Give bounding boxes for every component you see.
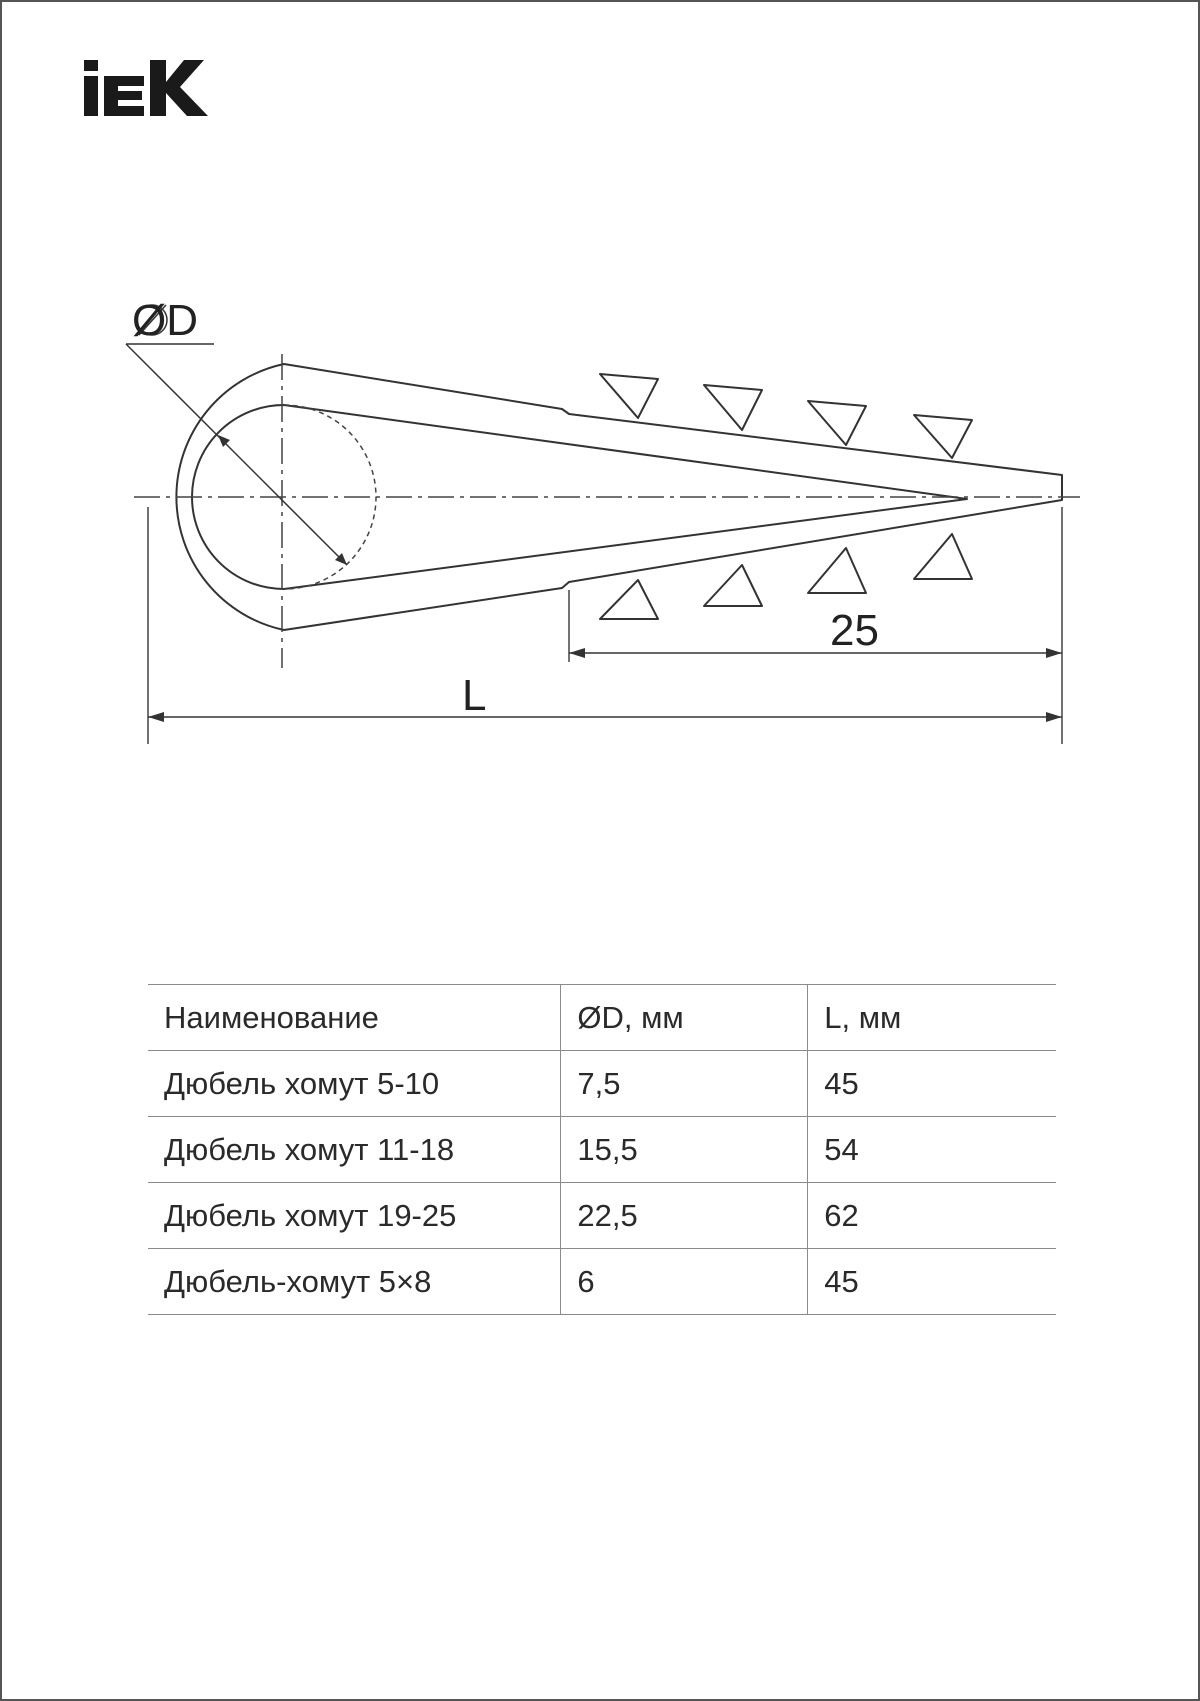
table-row	[148, 1183, 1056, 1249]
diameter-label: ØD	[132, 296, 198, 345]
header-diameter: ØD, мм	[561, 985, 808, 1051]
table-row	[148, 1249, 1056, 1315]
barb-top-2	[704, 385, 762, 430]
table-row	[148, 1117, 1056, 1183]
barb-bottom-1	[600, 580, 658, 619]
cell-diameter: 22,5	[561, 1183, 808, 1249]
cell-name: Дюбель-хомут 5×8	[148, 1249, 561, 1315]
table-header-row	[148, 985, 1056, 1051]
barb-bottom-4	[914, 534, 972, 579]
dimension-25-arrow-left	[569, 648, 585, 658]
cell-diameter: 6	[561, 1249, 808, 1315]
table-row	[148, 1051, 1056, 1117]
barb-top-3	[808, 401, 866, 445]
barb-bottom-3	[808, 548, 866, 593]
cell-diameter: 7,5	[561, 1051, 808, 1117]
dimension-l-arrow-right	[1046, 712, 1062, 722]
diameter-leader-line	[126, 344, 347, 565]
specification-table	[148, 984, 1056, 1315]
length-label: L	[462, 671, 487, 720]
dimension-25-arrow-right	[1046, 648, 1062, 658]
dimension-l-arrow-left	[148, 712, 164, 722]
cell-name: Дюбель хомут 19-25	[148, 1183, 561, 1249]
header-name: Наименование	[148, 985, 561, 1051]
cell-length: 54	[808, 1117, 1056, 1183]
cell-name: Дюбель хомут 5-10	[148, 1051, 561, 1117]
cell-length: 45	[808, 1051, 1056, 1117]
header-length: L, мм	[808, 985, 1056, 1051]
barbed-length-label: 25	[830, 606, 879, 655]
barb-top-4	[914, 415, 972, 458]
barb-top-1	[600, 374, 658, 418]
barb-bottom-2	[704, 565, 762, 606]
dowel-clamp-drawing	[2, 2, 1200, 762]
cell-name: Дюбель хомут 11-18	[148, 1117, 561, 1183]
cell-diameter: 15,5	[561, 1117, 808, 1183]
cell-length: 62	[808, 1183, 1056, 1249]
cell-length: 45	[808, 1249, 1056, 1315]
